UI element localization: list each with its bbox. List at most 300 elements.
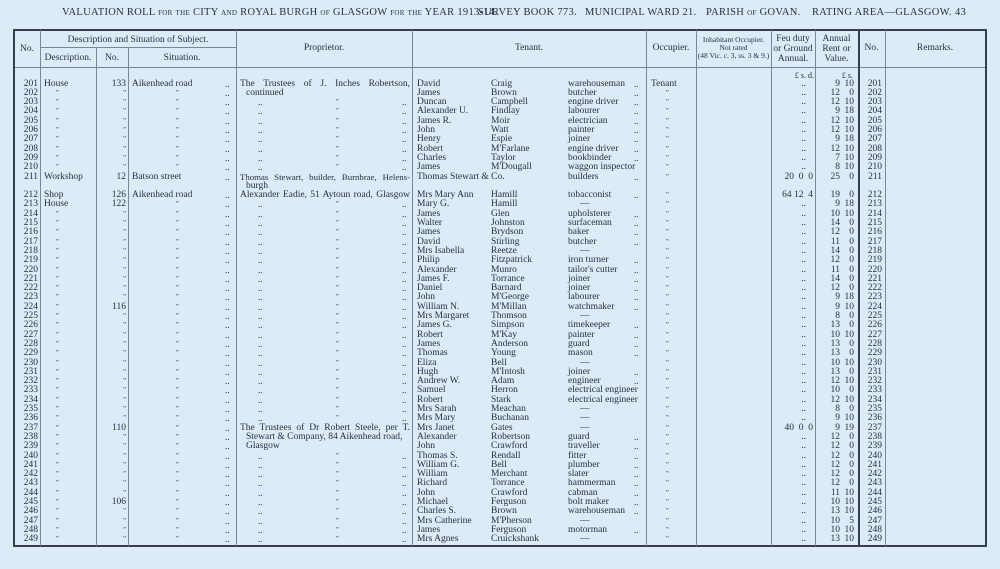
entry-number: 248 (23, 524, 38, 535)
leader-dots: .. (634, 218, 639, 228)
tenant-occupation: cabman (568, 487, 598, 498)
rent-pounds: 12 (830, 87, 840, 98)
house-number: " (123, 284, 126, 293)
situation: " (176, 330, 179, 339)
tenant-first-name: Richard (417, 478, 448, 489)
proprietor: " (336, 228, 339, 237)
entry-number-right: 244 (867, 487, 882, 498)
description: " (56, 209, 59, 218)
house-number: " (123, 312, 126, 320)
leader-dots: .. (258, 366, 263, 377)
house-number: " (123, 209, 126, 218)
entry-number-right: 205 (867, 115, 882, 126)
header-proprietor: Proprietor. (303, 43, 345, 53)
tenant-surname: M'Intosh (491, 366, 525, 377)
entry-number-right: 234 (867, 394, 882, 405)
occupier: " (666, 386, 669, 395)
tenant-surname: Crawford (491, 487, 528, 498)
rent-shillings: 18 (844, 292, 854, 303)
occupier: " (666, 237, 669, 246)
leader-dots: .. (225, 497, 230, 507)
tenant-surname: Meachan (491, 404, 526, 414)
feu-duty: .. (801, 218, 806, 228)
house-number: " (123, 470, 126, 479)
rent-pounds: 8 (835, 162, 840, 173)
leader-dots: .. (634, 208, 639, 219)
entry-number-right: 211 (868, 171, 882, 182)
situation: " (176, 395, 179, 404)
description: " (56, 302, 59, 311)
leader-dots: .. (225, 218, 230, 228)
leader-dots: .. (402, 273, 407, 284)
house-number: " (123, 330, 126, 339)
tenant-occupation: guard (568, 338, 590, 349)
house-number: 133 (111, 78, 126, 89)
entry-number: 237 (23, 422, 38, 433)
entry-number: 235 (23, 404, 38, 414)
tenant-occupation: engine driver (568, 143, 619, 154)
proprietor: " (336, 135, 339, 144)
tenant-occupation: bookbinder (568, 152, 612, 163)
leader-dots: .. (634, 283, 639, 294)
rent-shillings: 10 (844, 376, 854, 387)
header-rent-line: Value. (824, 54, 849, 64)
leader-dots: .. (258, 292, 263, 303)
tenant-first-name: Thomas Stewart & Co. (417, 171, 505, 182)
situation: " (176, 163, 179, 172)
feu-duty: .. (801, 478, 806, 489)
entry-number-right: 246 (867, 506, 882, 517)
leader-dots: .. (634, 125, 639, 135)
entry-number-right: 239 (867, 441, 882, 452)
leader-dots: .. (634, 506, 639, 517)
header-rent-line: Rent or (822, 44, 851, 54)
tenant-surname: Brydson (491, 227, 524, 238)
leader-dots: .. (402, 301, 407, 312)
proprietor: " (336, 488, 339, 497)
tenant-occupation: joiner (568, 273, 591, 284)
entry-number-right: 202 (867, 87, 882, 98)
feu-duty: .. (801, 394, 806, 405)
proprietor: The Trustees of J. Inches Robertson, (240, 78, 410, 89)
tenant-occupation: slater (568, 469, 589, 480)
leader-dots: .. (402, 404, 407, 414)
feu-duty: .. (801, 143, 806, 154)
tenant-occupation: butcher (568, 87, 597, 98)
entry-number-right: 206 (867, 125, 882, 135)
proprietor: " (336, 302, 339, 311)
header-remarks: Remarks. (916, 43, 954, 53)
leader-dots: .. (225, 162, 230, 173)
entry-number-right: 219 (867, 255, 882, 266)
entry-number: 221 (23, 273, 38, 284)
situation: " (176, 367, 179, 376)
situation: " (176, 405, 179, 413)
leader-dots: .. (634, 450, 639, 461)
leader-dots: .. (225, 87, 230, 98)
leader-dots: .. (225, 404, 230, 414)
leader-dots: .. (225, 97, 230, 108)
leader-dots: .. (402, 152, 407, 163)
description: " (56, 321, 59, 330)
leader-dots: .. (634, 366, 639, 377)
rent-pounds: 13 (830, 534, 840, 545)
leader-dots: .. (402, 292, 407, 303)
rent-shillings: 0 (849, 273, 854, 284)
header-no: No. (20, 44, 34, 54)
tenant-surname: Crawford (491, 441, 528, 452)
column-rule (128, 47, 129, 546)
tenant-occupation: electrical engineer (568, 385, 638, 396)
rent-shillings: 0 (849, 283, 854, 294)
rent-pounds: 9 (835, 134, 840, 145)
rent-shillings: 18 (844, 134, 854, 145)
entry-number-right: 248 (867, 524, 882, 535)
leader-dots: .. (258, 152, 263, 163)
entry-number: 214 (23, 208, 38, 219)
leader-dots: .. (258, 329, 263, 340)
tenant-occupation: iron turner (568, 255, 609, 266)
occupier: " (666, 135, 669, 144)
leader-dots: .. (634, 273, 639, 284)
feu-duty: .. (801, 78, 806, 89)
proprietor: " (336, 339, 339, 348)
leader-dots: .. (225, 115, 230, 126)
description: " (56, 107, 59, 116)
description: " (56, 265, 59, 274)
leader-dots: .. (258, 534, 263, 545)
leader-dots: .. (225, 348, 230, 359)
rent-pounds: 9 (835, 301, 840, 312)
feu-duty: .. (801, 450, 806, 461)
leader-dots: .. (402, 506, 407, 517)
leader-dots: .. (402, 255, 407, 266)
feu-duty: .. (801, 320, 806, 331)
leader-dots: .. (258, 478, 263, 489)
situation: " (176, 237, 179, 246)
situation: " (176, 442, 179, 451)
entry-number: 247 (23, 515, 38, 526)
rent-pounds: 12 (830, 478, 840, 489)
rent-shillings: 10 (844, 78, 854, 89)
tenant-first-name: Charles (417, 152, 447, 163)
tenant-occupation: hammerman (568, 478, 616, 489)
tenant-first-name: Alexander U. (417, 106, 469, 117)
tenant-occupation: engineer (568, 376, 601, 387)
proprietor: " (336, 414, 339, 423)
leader-dots: .. (258, 255, 263, 266)
situation: " (176, 98, 179, 107)
situation: Aikenhead road (132, 78, 193, 89)
proprietor: " (336, 312, 339, 320)
leader-dots: .. (258, 394, 263, 405)
municipal-ward: MUNICIPAL WARD 21. (585, 7, 697, 18)
tenant-first-name: Mrs Catherine (417, 515, 472, 526)
leader-dots: .. (402, 338, 407, 349)
leader-dots: .. (402, 515, 407, 526)
entry-number: 226 (23, 320, 38, 331)
occupier: " (666, 265, 669, 274)
description: " (56, 144, 59, 153)
leader-dots: .. (225, 487, 230, 498)
leader-dots: .. (225, 459, 230, 470)
description: Shop (44, 190, 64, 201)
rent-pounds: 14 (830, 218, 840, 228)
occupier: " (666, 256, 669, 265)
proprietor: " (336, 386, 339, 395)
entry-number-right: 203 (867, 97, 882, 108)
leader-dots: .. (258, 515, 263, 526)
proprietor: " (336, 209, 339, 218)
rent-pounds: 10 (830, 524, 840, 535)
rent-pounds: 12 (830, 143, 840, 154)
description: " (56, 479, 59, 488)
leader-dots: .. (634, 478, 639, 489)
tenant-occupation: motorman (568, 524, 608, 535)
house-number: " (123, 153, 126, 162)
tenant-surname: M'George (491, 292, 529, 303)
tenant-surname: Adam (491, 376, 515, 387)
description: " (56, 451, 59, 460)
leader-dots: .. (402, 245, 407, 256)
situation: " (176, 293, 179, 302)
rent-shillings: 10 (844, 394, 854, 405)
leader-dots: .. (258, 497, 263, 507)
leader-dots: .. (634, 87, 639, 98)
tenant-occupation: mason (568, 348, 593, 359)
leader-dots: .. (225, 357, 230, 368)
tenant-first-name: Thomas S. (417, 450, 458, 461)
rent-pounds: 11 (830, 236, 840, 247)
tenant-occupation: — (580, 534, 590, 545)
feu-duty: .. (801, 125, 806, 135)
proprietor: Alexander Eadie, 51 Aytoun road, Glasgow (240, 190, 410, 201)
rent-shillings: 0 (849, 245, 854, 256)
proprietor: " (336, 219, 339, 227)
leader-dots: .. (225, 338, 230, 349)
proprietor: " (336, 525, 339, 534)
house-number: " (123, 525, 126, 534)
parish: PARISH of GOVAN. (706, 7, 801, 18)
description: " (56, 423, 59, 432)
rent-pounds: 12 (830, 255, 840, 266)
entry-number-right: 237 (867, 422, 882, 433)
leader-dots: .. (225, 255, 230, 266)
leader-dots: .. (225, 78, 230, 89)
leader-dots: .. (258, 273, 263, 284)
entry-number-right: 213 (867, 199, 882, 210)
leader-dots: .. (258, 134, 263, 145)
leader-dots: .. (225, 245, 230, 256)
tenant-first-name: John (417, 292, 435, 303)
occupier: " (666, 284, 669, 293)
leader-dots: .. (225, 394, 230, 405)
leader-dots: .. (402, 125, 407, 135)
entry-number: 240 (23, 450, 38, 461)
feu-duty: .. (801, 97, 806, 108)
leader-dots: .. (258, 97, 263, 108)
entry-number-right: 243 (867, 478, 882, 489)
leader-dots: .. (225, 301, 230, 312)
leader-dots: .. (402, 162, 407, 173)
column-rule (412, 30, 413, 546)
tenant-first-name: James (417, 87, 441, 98)
tenant-occupation: — (580, 245, 590, 256)
leader-dots: .. (402, 534, 407, 545)
entry-number-right: 226 (867, 320, 882, 331)
leader-dots: .. (258, 385, 263, 396)
house-number: " (123, 163, 126, 172)
proprietor: " (336, 153, 339, 162)
situation: " (176, 358, 179, 367)
situation: " (176, 460, 179, 469)
rent-shillings: 0 (849, 190, 854, 201)
description: " (56, 358, 59, 367)
tenant-occupation: joiner (568, 134, 591, 145)
leader-dots: .. (634, 524, 639, 535)
leader-dots: .. (634, 152, 639, 163)
header-no-right: No. (864, 43, 879, 53)
occupier: " (666, 423, 669, 432)
situation: " (176, 246, 179, 255)
rent-shillings: 0 (849, 87, 854, 98)
rent-shillings: 0 (849, 338, 854, 349)
leader-dots: .. (634, 115, 639, 126)
occupier: " (666, 349, 669, 358)
page-number: 43 (955, 7, 967, 18)
tenant-occupation: warehouseman (568, 506, 625, 517)
house-number: " (123, 293, 126, 302)
tenant-first-name: Mrs Mary (417, 413, 456, 424)
description: " (56, 330, 59, 339)
occupier: " (666, 395, 669, 404)
occupier: " (666, 405, 669, 413)
tenant-surname: Brown (491, 506, 517, 517)
tenant-first-name: Mrs Isabella (417, 245, 465, 256)
entry-number-right: 204 (867, 106, 882, 117)
entry-number-right: 229 (867, 348, 882, 359)
house-number: " (123, 126, 126, 134)
rent-pounds: 14 (830, 245, 840, 256)
feu-duty: .. (801, 227, 806, 238)
leader-dots: .. (258, 338, 263, 349)
rent-shillings: 10 (844, 115, 854, 126)
leader-dots: .. (258, 245, 263, 256)
house-number: " (123, 98, 126, 107)
rent-pounds: 8 (835, 311, 840, 321)
entry-number: 222 (23, 283, 38, 294)
proprietor: " (336, 321, 339, 330)
occupier: " (666, 172, 669, 181)
tenant-surname: Anderson (491, 338, 528, 349)
leader-dots: .. (402, 376, 407, 387)
rent-shillings: 0 (849, 227, 854, 238)
rent-pounds: 12 (830, 227, 840, 238)
table-bottom-rule (13, 545, 987, 547)
leader-dots: .. (258, 413, 263, 424)
feu-duty: .. (801, 385, 806, 396)
entry-number-right: 209 (867, 152, 882, 163)
entry-number-right: 212 (867, 190, 882, 201)
rent-shillings: 10 (844, 152, 854, 163)
tenant-occupation: builders (568, 171, 599, 182)
feu-duty: .. (801, 292, 806, 303)
leader-dots: .. (634, 227, 639, 238)
tenant-first-name: James (417, 162, 441, 173)
leader-dots: .. (225, 152, 230, 163)
feu-duty: .. (801, 301, 806, 312)
rent-shillings: 10 (844, 125, 854, 135)
proprietor: " (336, 274, 339, 283)
table-right-rule (985, 30, 987, 546)
house-number: " (123, 321, 126, 330)
tenant-first-name: Charles S. (417, 506, 457, 517)
leader-dots: .. (258, 218, 263, 228)
feu-duty: .. (801, 524, 806, 535)
rent-pounds: 12 (830, 125, 840, 135)
situation: " (176, 126, 179, 134)
rent-pounds: 11 (830, 487, 840, 498)
description: " (56, 460, 59, 469)
leader-dots: .. (225, 329, 230, 340)
feu-duty: .. (801, 273, 806, 284)
entry-number-right: 247 (867, 515, 882, 526)
leader-dots: .. (634, 78, 639, 89)
situation: " (176, 516, 179, 525)
feu-duty: .. (801, 245, 806, 256)
entry-number: 227 (23, 329, 38, 340)
tenant-first-name: Walter (417, 218, 443, 228)
tenant-first-name: Mrs Margaret (417, 311, 470, 321)
feu-duty: .. (801, 255, 806, 266)
entry-number-right: 245 (867, 497, 882, 507)
rent-pounds: 11 (830, 264, 840, 275)
entry-number-right: 232 (867, 376, 882, 387)
tenant-first-name: Hugh (417, 366, 439, 377)
feu-duty: .. (801, 534, 806, 545)
feu-duty: .. (801, 441, 806, 452)
tenant-surname: Simpson (491, 320, 525, 331)
description: " (56, 228, 59, 237)
header-description-group: Description and Situation of Subject. (67, 35, 209, 45)
leader-dots: .. (634, 190, 639, 201)
tenant-first-name: Robert (417, 329, 443, 340)
leader-dots: .. (225, 385, 230, 396)
tenant-first-name: Henry (417, 134, 441, 145)
tenant-first-name: James G. (417, 320, 452, 331)
house-number: 12 (116, 171, 126, 182)
rent-pounds: 12 (830, 441, 840, 452)
proprietor: " (336, 246, 339, 255)
situation: Aikenhead road (132, 190, 193, 201)
rent-shillings: 0 (849, 431, 854, 442)
tenant-first-name: James (417, 338, 441, 349)
entry-number-right: 228 (867, 338, 882, 349)
proprietor: " (336, 451, 339, 460)
situation: " (176, 377, 179, 386)
roll-title: VALUATION ROLL for the CITY and ROYAL BURGH of GLASGOW for the YEAR 1913-14. (62, 7, 498, 18)
tenant-surname: Fitzpatrick (491, 255, 533, 266)
occupier: " (666, 535, 669, 544)
entry-number: 217 (23, 236, 38, 247)
leader-dots: .. (634, 134, 639, 145)
house-number: " (123, 535, 126, 544)
column-rule (40, 30, 41, 546)
header-inhabitant-occupier (696, 36, 771, 60)
house-number: " (123, 451, 126, 460)
situation: " (176, 525, 179, 534)
entry-number-right: 207 (867, 134, 882, 145)
